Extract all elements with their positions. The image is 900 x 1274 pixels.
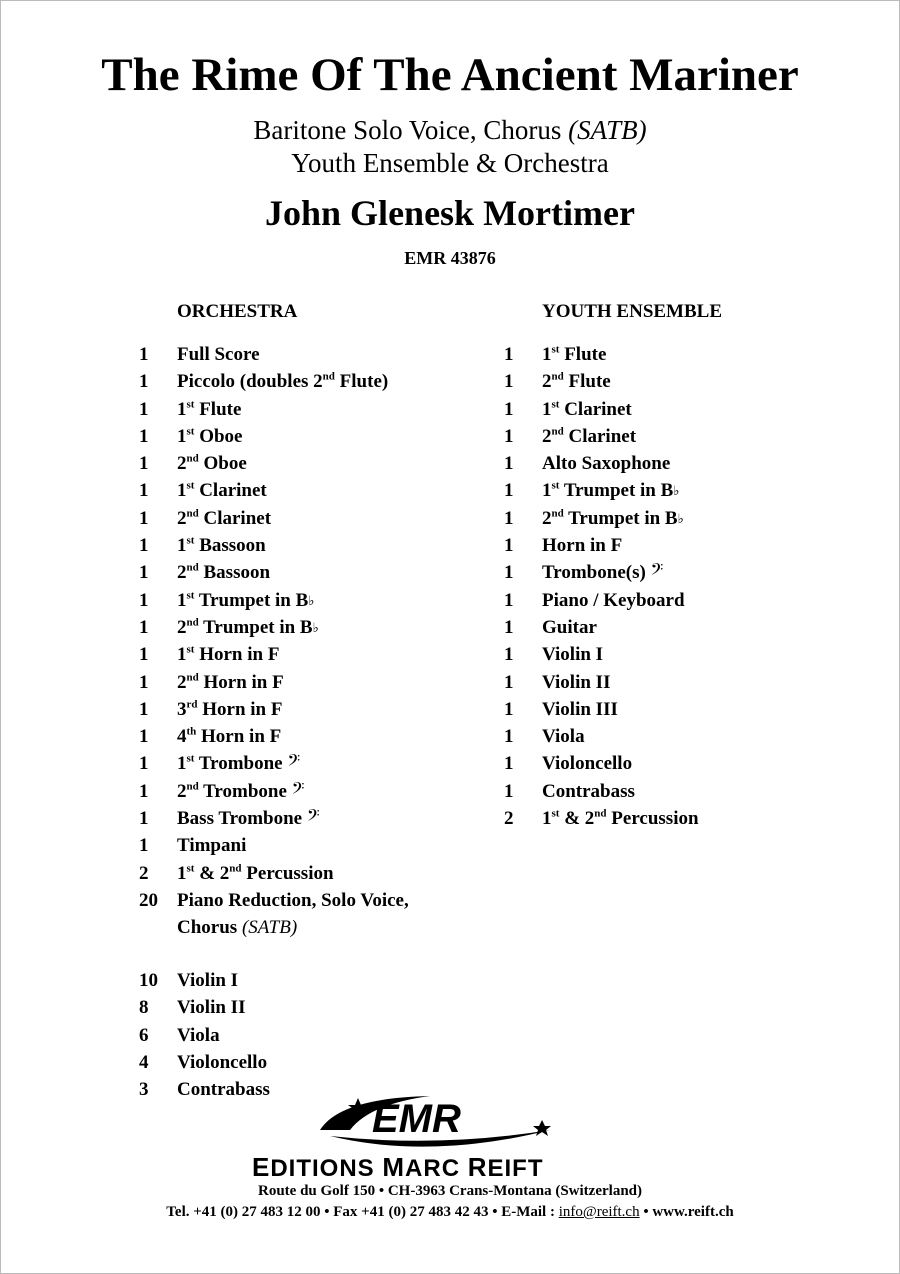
- part-quantity: 1: [139, 726, 149, 748]
- page-title: The Rime Of The Ancient Mariner: [101, 49, 799, 101]
- part-name: Violin I: [542, 644, 604, 666]
- part-name: 4th Horn in F: [177, 725, 282, 748]
- orchestra-part-item: [139, 368, 467, 395]
- orchestra-part-item: [139, 723, 467, 750]
- part-quantity: 1: [504, 425, 514, 447]
- part-name: Violoncello: [177, 1051, 268, 1073]
- publisher-name: EDITIONS MARC REIFT: [252, 1152, 544, 1182]
- youth-part-item: [504, 559, 699, 586]
- youth-part-item: [504, 696, 699, 723]
- orchestra-part-item: [139, 532, 467, 559]
- part-quantity: 20: [139, 889, 158, 911]
- part-name: 2nd Bassoon: [177, 562, 271, 584]
- part-name: Alto Saxophone: [542, 453, 671, 475]
- orchestra-part-item: [139, 505, 467, 532]
- youth-part-item: [504, 587, 699, 614]
- orchestra-part-item: [139, 805, 467, 832]
- subtitle-voices: Baritone Solo Voice, Chorus: [253, 115, 569, 145]
- youth-parts-list: [504, 341, 699, 832]
- part-name: Timpani: [177, 835, 247, 857]
- part-quantity: 1: [504, 726, 514, 748]
- part-name: 2nd Trombone 𝄢: [177, 779, 305, 802]
- part-quantity: 4: [139, 1051, 149, 1073]
- part-quantity: 1: [139, 698, 149, 720]
- part-quantity: 1: [139, 453, 149, 475]
- youth-part-item: [504, 505, 699, 532]
- youth-part-item: [504, 477, 699, 504]
- orchestra-part-item: [139, 450, 467, 477]
- orchestra-strings-list: [139, 967, 270, 1103]
- logo-star-icon-2: [533, 1120, 551, 1136]
- orchestra-parts-list: [139, 341, 467, 941]
- part-name: Guitar: [542, 616, 597, 638]
- part-name: Contrabass: [542, 780, 635, 802]
- youth-part-item: [504, 805, 699, 832]
- part-quantity: 1: [504, 753, 514, 775]
- publisher-contact: [0, 1202, 900, 1222]
- orchestra-part-item: [139, 477, 467, 504]
- part-quantity: 2: [504, 808, 514, 830]
- orchestra-heading: ORCHESTRA: [177, 301, 298, 322]
- part-quantity: 1: [504, 480, 514, 502]
- orchestra-part-item: [139, 778, 467, 805]
- youth-part-item: [504, 778, 699, 805]
- part-name: 3rd Horn in F: [177, 698, 283, 720]
- subtitle-satb: (SATB): [568, 115, 647, 145]
- orchestra-part-item: [139, 423, 467, 450]
- orchestra-part-item: [139, 641, 467, 668]
- orchestra-part-item: [139, 559, 467, 586]
- orchestra-string-part-item: [139, 967, 270, 994]
- part-quantity: 1: [139, 671, 149, 693]
- orchestra-part-item: [139, 587, 467, 614]
- part-quantity: 1: [139, 562, 149, 584]
- part-name: 2nd Trumpet in B♭: [542, 507, 684, 529]
- part-name: 2nd Clarinet: [542, 425, 637, 447]
- part-quantity: 1: [504, 535, 514, 557]
- youth-part-item: [504, 750, 699, 777]
- part-name: 2nd Clarinet: [177, 507, 272, 529]
- part-name: Bass Trombone 𝄢: [177, 807, 320, 830]
- email-link[interactable]: info@reift.ch: [558, 1204, 640, 1220]
- part-name: Trombone(s) 𝄢: [542, 561, 664, 584]
- part-name: Violin III: [542, 698, 618, 720]
- part-name: Violin I: [177, 970, 239, 991]
- orchestra-string-part-item: [139, 1076, 270, 1103]
- part-name: 1st Oboe: [177, 425, 243, 447]
- part-name: 1st Bassoon: [177, 534, 266, 557]
- orchestra-part-item: [139, 396, 467, 423]
- orchestra-part-item: [139, 860, 467, 887]
- part-name: Contrabass: [177, 1079, 270, 1101]
- part-name: Violin II: [542, 671, 611, 693]
- part-quantity: 1: [504, 562, 514, 584]
- part-quantity: 1: [139, 616, 149, 638]
- part-quantity: 1: [504, 671, 514, 693]
- youth-part-item: [504, 423, 699, 450]
- logo-text: EMR: [372, 1097, 461, 1141]
- orchestra-string-part-item: [139, 1022, 270, 1049]
- part-name: 1st & 2nd Percussion: [542, 807, 699, 830]
- part-quantity: 1: [504, 616, 514, 638]
- part-quantity: 1: [504, 453, 514, 475]
- part-quantity: 1: [504, 371, 514, 393]
- part-name: 1st Clarinet: [542, 398, 632, 420]
- part-quantity: 2: [139, 862, 149, 884]
- part-quantity: 1: [139, 535, 149, 557]
- part-quantity: 1: [139, 371, 149, 393]
- emr-logo: [310, 1090, 570, 1152]
- subtitle-line-2: Youth Ensemble & Orchestra: [291, 148, 609, 178]
- part-name: Horn in F: [542, 535, 623, 557]
- part-quantity: 1: [504, 780, 514, 802]
- orchestra-part-item: [139, 696, 467, 723]
- part-quantity: 1: [504, 398, 514, 420]
- youth-part-item: [504, 450, 699, 477]
- youth-ensemble-heading: YOUTH ENSEMBLE: [542, 301, 723, 322]
- part-name: Piano / Keyboard: [542, 589, 685, 611]
- part-quantity: 1: [139, 398, 149, 420]
- part-quantity: 10: [139, 970, 158, 991]
- orchestra-part-item: [139, 341, 467, 368]
- orchestra-string-part-item: [139, 1049, 270, 1076]
- contact-website: • www.reift.ch: [639, 1204, 734, 1220]
- orchestra-part-item: [139, 614, 467, 641]
- part-quantity: 1: [504, 344, 514, 365]
- part-name: Viola: [177, 1024, 220, 1046]
- part-quantity: 1: [139, 808, 149, 830]
- orchestra-string-part-item: [139, 994, 270, 1021]
- part-quantity: 1: [139, 425, 149, 447]
- contact-phone-fax: Tel. +41 (0) 27 483 12 00 • Fax +41 (0) 27 483 42 43 • E-Mail :: [166, 1204, 559, 1220]
- part-name: 2nd Horn in F: [177, 671, 284, 693]
- part-quantity: 1: [139, 589, 149, 611]
- part-quantity: 1: [504, 507, 514, 529]
- subtitle-line-1: [0, 114, 900, 146]
- part-name: 2nd Trumpet in B♭: [177, 616, 319, 638]
- publisher-address: Route du Golf 150 • CH-3963 Crans-Montana (Switzerland): [258, 1183, 642, 1199]
- part-quantity: 8: [139, 997, 149, 1019]
- part-quantity: 3: [139, 1079, 149, 1101]
- part-name: 2nd Oboe: [177, 452, 247, 475]
- orchestra-part-item: [139, 750, 467, 777]
- youth-part-item: [504, 396, 699, 423]
- part-quantity: 6: [139, 1024, 149, 1046]
- part-name: Viola: [542, 726, 585, 748]
- part-name: 1st Trumpet in B♭: [177, 589, 315, 611]
- youth-part-item: [504, 341, 699, 368]
- part-quantity: 1: [139, 780, 149, 802]
- youth-part-item: [504, 723, 699, 750]
- orchestra-part-item: [139, 832, 467, 859]
- part-quantity: 1: [139, 835, 149, 857]
- part-quantity: 1: [504, 644, 514, 666]
- part-quantity: 1: [139, 753, 149, 775]
- part-name: 1st & 2nd Percussion: [177, 862, 334, 884]
- part-name: Full Score: [177, 344, 260, 365]
- part-name: Piccolo (doubles 2nd Flute): [177, 370, 389, 393]
- youth-part-item: [504, 532, 699, 559]
- youth-part-item: [504, 368, 699, 395]
- part-name: 1st Clarinet: [177, 480, 267, 502]
- part-name: 1st Trombone 𝄢: [177, 752, 301, 775]
- orchestra-part-item: [139, 669, 467, 696]
- part-quantity: 1: [139, 344, 149, 365]
- youth-part-item: [504, 641, 699, 668]
- part-name: 1st Flute: [177, 398, 242, 420]
- part-quantity: 1: [139, 644, 149, 666]
- composer-name: John Glenesk Mortimer: [265, 193, 635, 233]
- part-quantity: 1: [139, 480, 149, 502]
- youth-part-item: [504, 614, 699, 641]
- part-quantity: 1: [504, 698, 514, 720]
- part-name: 1st Flute: [542, 343, 607, 365]
- part-name: Violoncello: [542, 753, 633, 775]
- part-name: 1st Horn in F: [177, 643, 280, 666]
- part-quantity: 1: [504, 589, 514, 611]
- part-name: 2nd Flute: [542, 370, 611, 393]
- part-quantity: 1: [139, 507, 149, 529]
- orchestra-part-item: [139, 887, 467, 941]
- part-name: Piano Reduction, Solo Voice, Chorus (SATB): [177, 889, 409, 938]
- part-name: Violin II: [177, 997, 246, 1019]
- part-name: 1st Trumpet in B♭: [542, 480, 680, 502]
- catalog-number: EMR 43876: [404, 248, 496, 268]
- youth-part-item: [504, 669, 699, 696]
